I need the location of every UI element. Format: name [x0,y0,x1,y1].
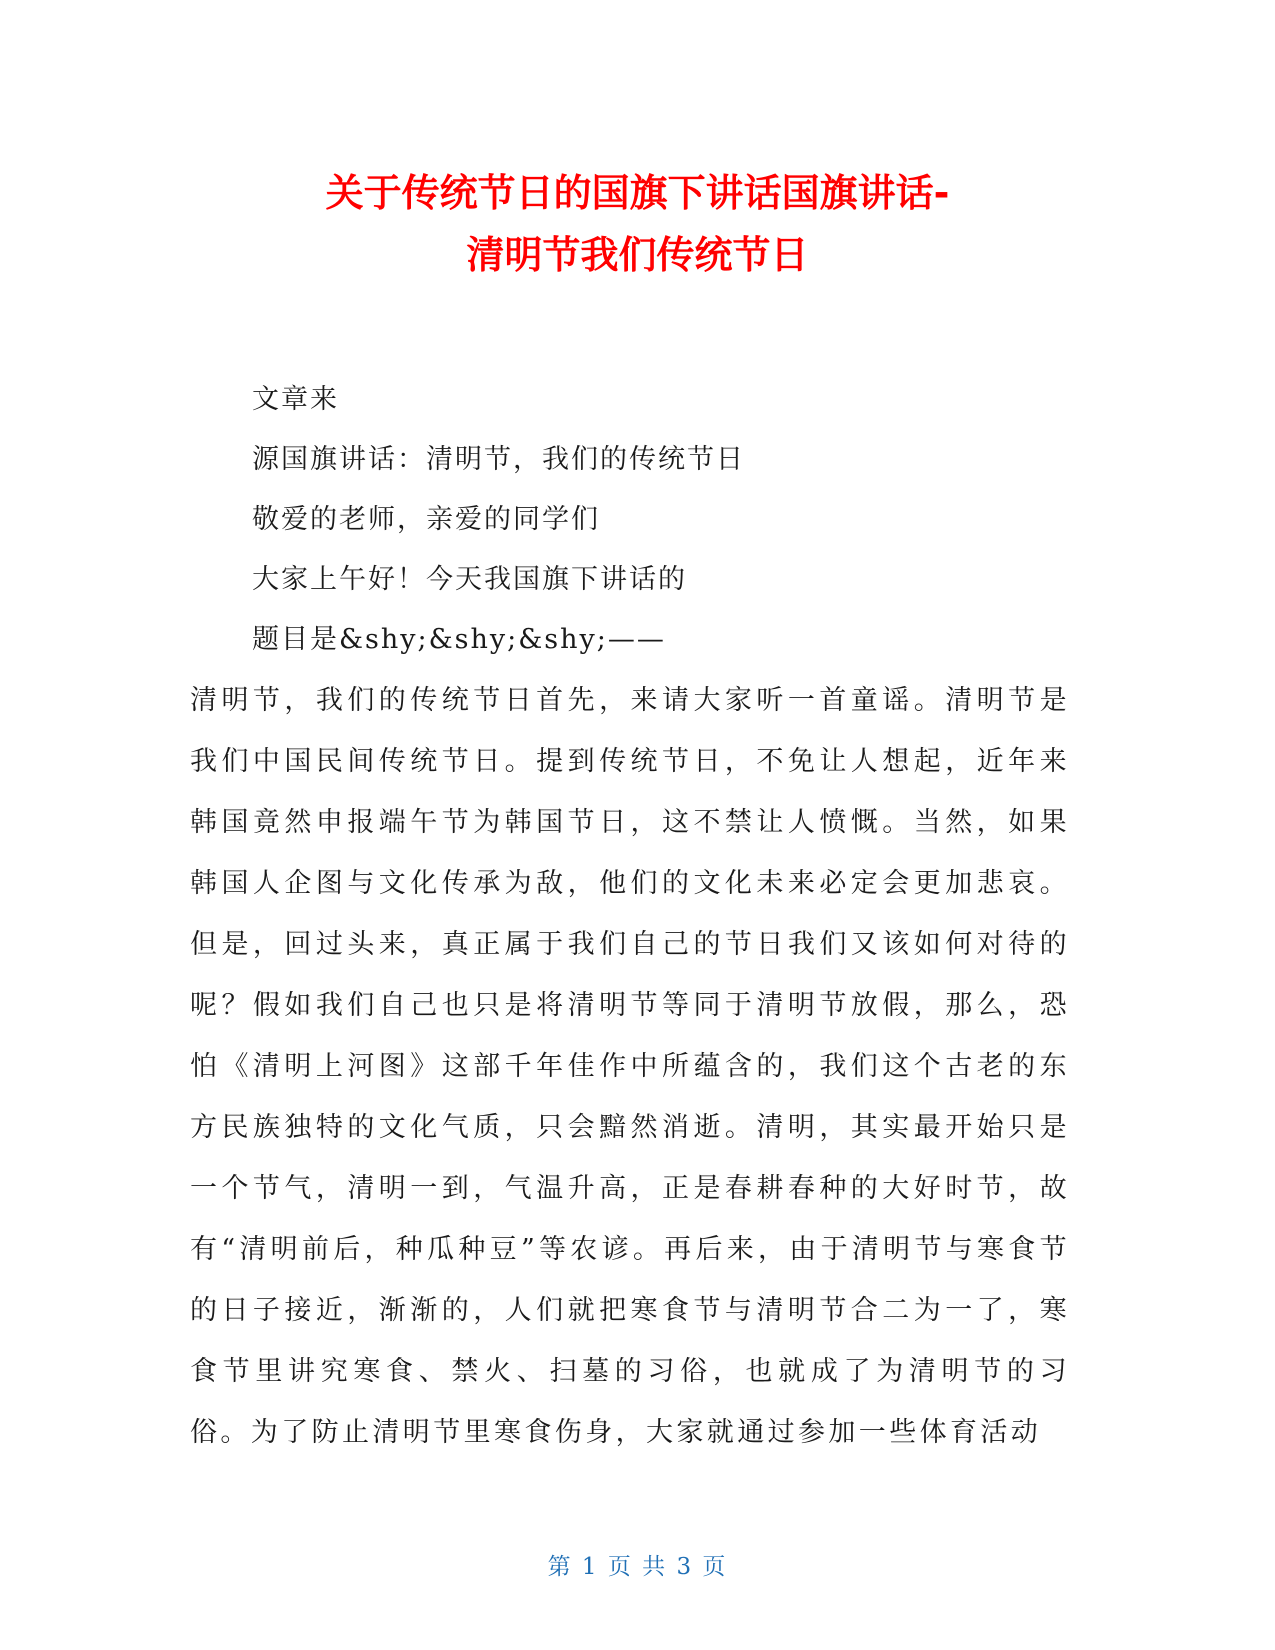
title-line-2: 清明节我们传统节日 [466,233,809,277]
body-line: 题目是&shy;&shy;&shy;—— [252,624,666,655]
page-number-footer: 第 1 页 共 3 页 [547,1554,728,1580]
document-title [0,162,1275,286]
body-line: 大家上午好！今天我国旗下讲话的 [252,564,687,595]
body-line: 源国旗讲话：清明节，我们的传统节日 [252,444,745,475]
body-paragraph: 清明节，我们的传统节日首先，来请大家听一首童谣。清明节是我们中国民间传统节日。提到传统节日，不免让人想起，近年来韩国竟然申报端午节为韩国节日，这不禁让人愤慨。当然，如果韩国人企图与文化传承为敌，他们的文化未来必定会更加悲哀。但是，回过头来，真正属于我们自己的节日我们又该如何对待的呢？假如我们自己也只是将清明节等同于清明节放假，那么，恐怕《清明上河图》这部千年佳作中所蕴含的，我们这个古老的东方民族独特的文化气质，只会黯然消逝。清明，其实最开始只是一个节气，清明一到，气温升高，正是春耕春种的大好时节，故有“清明前后，种瓜种豆”等农谚。再后来，由于清明节与寒食节的日子接近，渐渐的，人们就把寒食节与清明节合二为一了，寒食节里讲究寒食、禁火、扫墓的习俗，也就成了为清明节的习俗。为了防止清明节里寒食伤身，大家就通过参加一些体育活动 [190,685,1070,1448]
body-line: 文章来 [252,384,339,415]
title-line-1: 关于传统节日的国旗下讲话国旗讲话- [325,171,950,215]
body-line: 敬爱的老师，亲爱的同学们 [252,504,600,535]
document-body [190,370,1070,1463]
